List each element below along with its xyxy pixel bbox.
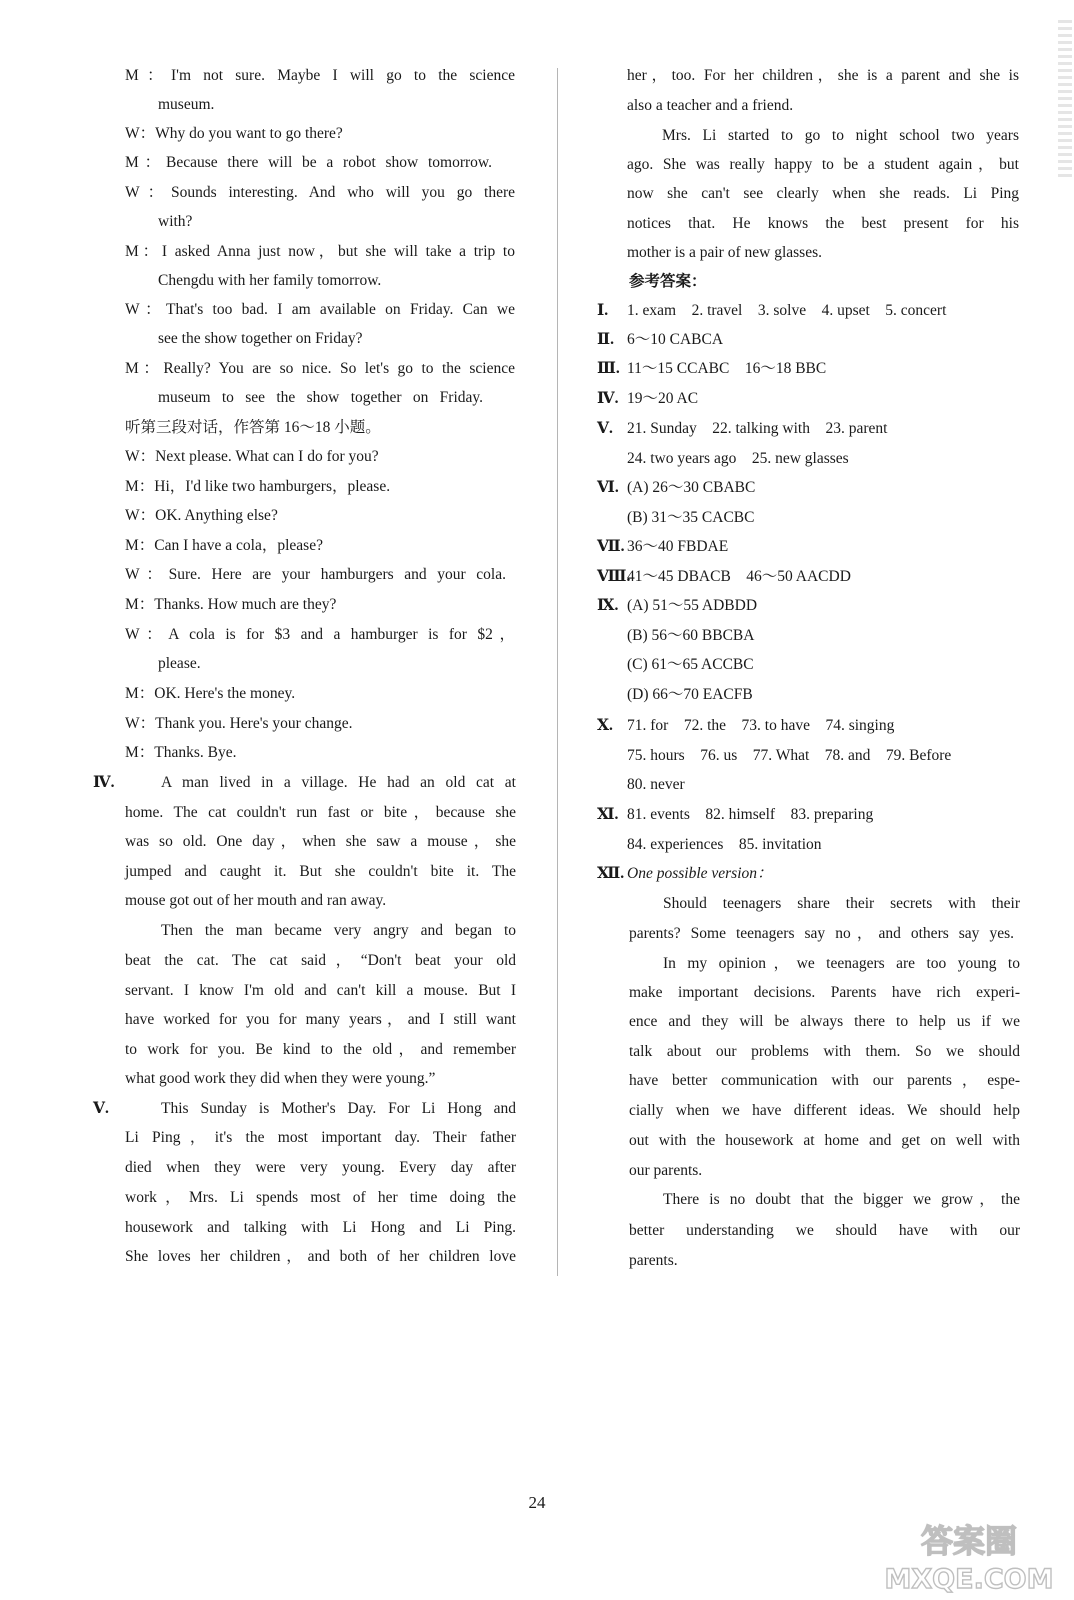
essay-line: parents. [629,1252,678,1269]
answer-line: 19～20 AC [627,390,699,407]
section-marker: Ⅶ. [597,538,625,555]
text-line: Then the man became very angry and began to [161,922,516,939]
text-line: was so old. One day，when she saw a mouse，she [125,833,516,850]
answer-line: 81. events 82. himself 83. preparing [627,806,874,823]
text-line: mouse got out of her mouth and ran away. [125,892,387,909]
text-line: Chengdu with her family tomorrow. [158,272,382,289]
answer-line: 80. never [627,776,685,793]
answer-key-heading: 参考答案： [629,273,707,290]
column-divider [557,68,558,1276]
section-marker: Ⅻ. [597,865,625,882]
text-line: what good work they did when they were young.” [125,1070,436,1087]
answer-line: 75. hours 76. us 77. What 78. and 79. Before [627,747,952,764]
section-marker: Ⅵ. [597,479,619,496]
text-line: housework and talking with Li Hong and Li Ping. [125,1219,516,1236]
text-line: This Sunday is Mother's Day. For Li Hong and [161,1100,516,1117]
text-line: please. [158,655,201,672]
answer-line: 6～10 CABCA [627,331,724,348]
answer-line: 41～45 DBACB 46～50 AACDD [627,568,851,585]
text-line: home. The cat couldn't run fast or bite，because she [125,804,516,821]
watermark-logo [878,1518,1060,1596]
section-marker: Ⅷ. [597,568,631,585]
answer-line: 11～15 CCABC 16～18 BBC [627,360,827,377]
text-line: see the show together on Friday? [158,330,363,347]
text-line: servant. I know I'm old and can't kill a mouse. But I [125,982,516,999]
answer-line: (D) 66～70 EACFB [627,686,753,703]
essay-line: have better communication with our parents，espe- [629,1072,1020,1089]
page-number: 24 [528,1493,546,1512]
answer-line: (A) 51～55 ADBDD [627,597,758,614]
text-line: Mrs. Li started to go to night school two years [662,127,1019,144]
text-line: her，too. For her children，she is a parent and she is [627,67,1019,84]
text-line: W：Thank you. Here's your change. [125,715,353,732]
text-line: A man lived in a village. He had an old cat at [161,774,516,791]
text-line: M：I'm not sure. Maybe I will go to the science [125,67,515,84]
text-line: have worked for you for many years，and I still want [125,1011,516,1028]
essay-line: make important decisions. Parents have rich experi- [629,984,1020,1001]
text-line: museum. [158,96,215,113]
essay-line: In my opinion，we teenagers are too young to [663,955,1020,972]
watermark-text-cn: 答案圈 [920,1522,1018,1560]
essay-line: ence and they will be always there to help us if we [629,1013,1020,1030]
section-marker: Ⅳ. [93,774,115,791]
text-line: ago. She was really happy to be a student again，but [627,156,1019,173]
answer-line: (C) 61～65 ACCBC [627,656,754,673]
text-line: M：Hi，I'd like two hamburgers，please. [125,478,391,495]
text-line: W：Sounds interesting. And who will you go there [125,184,515,201]
text-line: W：Next please. What can I do for you? [125,448,379,465]
essay-line: our parents. [629,1162,703,1179]
answer-line: (B) 31～35 CACBC [627,509,755,526]
text-line: now she can't see clearly when she reads. Li Ping [627,185,1019,202]
text-line: W：Sure. Here are your hamburgers and your cola. [125,566,506,583]
text-line: M：Because there will be a robot show tomorrow. [125,154,492,171]
text-line: M：Really? You are so nice. So let's go to the science [125,360,515,377]
text-line: W：That's too bad. I am available on Friday. Can we [125,301,515,318]
text-line: She loves her children，and both of her children love [125,1248,516,1265]
answer-line: (B) 56～60 BBCBA [627,627,755,644]
text-line: with? [158,213,193,230]
text-line: jumped and caught it. But she couldn't bite it. The [125,863,516,880]
section-marker: Ⅱ. [597,331,614,348]
section-marker: Ⅲ. [597,360,620,377]
essay-line: There is no doubt that the bigger we grow，the [663,1191,1020,1208]
answer-line: 24. two years ago 25. new glasses [627,450,849,467]
text-line: W：OK. Anything else? [125,507,278,524]
text-line: M：OK. Here's the money. [125,685,296,702]
answer-line: 1. exam 2. travel 3. solve 4. upset 5. concert [627,302,947,319]
answer-line: 71. for 72. the 73. to have 74. singing [627,717,895,734]
section-marker: Ⅳ. [597,390,619,407]
text-line: to work for you. Be kind to the old，and remember [125,1041,516,1058]
section-marker: Ⅹ. [597,717,613,734]
text-line: notices that. He knows the best present for his [627,215,1019,232]
essay-line: Should teenagers share their secrets with their [663,895,1020,912]
text-line: also a teacher and a friend. [627,97,794,114]
text-line: M：Thanks. Bye. [125,744,237,761]
essay-label: One possible version： [627,865,773,882]
essay-line: out with the housework at home and get on well with [629,1132,1020,1149]
section-marker: Ⅸ. [597,597,619,614]
text-line: mother is a pair of new glasses. [627,244,822,261]
text-line: W：Why do you want to go there? [125,125,343,142]
text-line: died when they were very young. Every day after [125,1159,516,1176]
text-line: M：Can I have a cola，please? [125,537,323,554]
answer-line: (A) 26～30 CBABC [627,479,756,496]
page-edge-scan-artifact [1058,20,1072,180]
essay-line: talk about our problems with them. So we should [629,1043,1020,1060]
section-marker: Ⅰ. [597,302,609,319]
essay-line: better understanding we should have with our [629,1222,1020,1239]
section-marker: Ⅴ. [93,1100,109,1117]
watermark-text-url: MXQE.COM [884,1564,1054,1595]
section-marker: Ⅴ. [597,420,613,437]
section-marker: Ⅺ. [597,806,619,823]
answer-line: 36～40 FBDAE [627,538,729,555]
text-line: M：Thanks. How much are they? [125,596,337,613]
section-instruction: 听第三段对话，作答第 16～18 小题。 [125,419,381,436]
answer-line: 84. experiences 85. invitation [627,836,822,853]
text-line: M：I asked Anna just now，but she will take a trip to [125,243,515,260]
text-line: W：A cola is for $3 and a hamburger is for $2， [125,626,515,643]
text-line: museum to see the show together on Friday. [158,389,483,406]
essay-line: parents? Some teenagers say no，and others say yes. [629,925,1014,942]
answer-line: 21. Sunday 22. talking with 23. parent [627,420,888,437]
text-line: beat the cat. The cat said，“Don't beat your old [125,952,516,969]
text-line: work，Mrs. Li spends most of her time doing the [125,1189,516,1206]
text-line: Li Ping，it's the most important day. Their father [125,1129,516,1146]
essay-line: cially when we have different ideas. We should help [629,1102,1020,1119]
